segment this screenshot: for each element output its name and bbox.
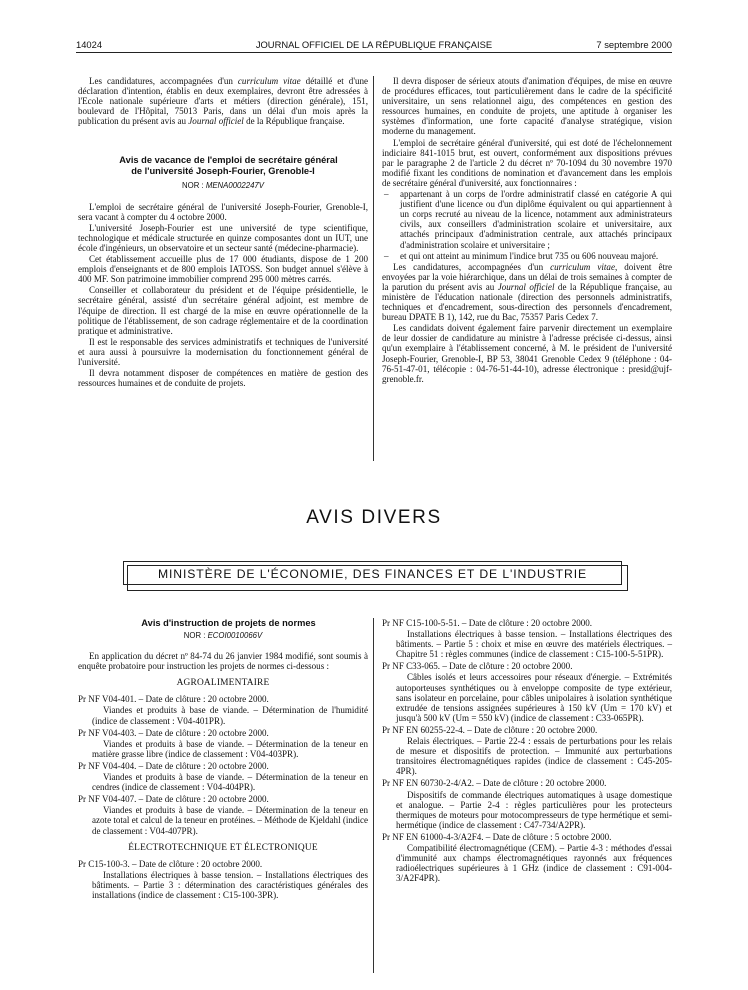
body-paragraph: Cet établissement accueille plus de 17 000 étudiants, dispose de 1 200 emplois d'enseignants et de 800 emplois IATOSS. Son budget annuel s'élève à 400 MF. Son patrimoine immobilier comprend 295 000 mètres carrés. — [78, 254, 368, 285]
nor-reference: NOR : MENA0002247V — [182, 181, 264, 191]
norm-entry: Pr NF C15-100-5-51. – Date de clôture : 20 octobre 2000. Installations électriques à basse tension. – Installations électriques des bâtiments. – Partie 5 : choix et mise en œuvre des matériels électriques. – Chapitre 51 : règles communes (indice de classement : C15-100-5-51PR). — [382, 618, 672, 660]
norm-entry: Pr NF V04-401. – Date de clôture : 20 octobre 2000. Viandes et produits à base de viande. – Détermination de l'humidité (indice de classement : V04-401PR). — [78, 694, 368, 726]
top-left-column — [78, 76, 368, 388]
norm-entry: Pr C15-100-3. – Date de clôture : 20 octobre 2000. Installations électriques à basse tension. – Installations électriques des bâtiments. – Partie 3 : détermination des caractéristiques générales des installations (indice de classement : C15-100-3PR). — [78, 858, 368, 900]
norm-entry: Pr NF V04-407. – Date de clôture : 20 octobre 2000. Viandes et produits à base de viande. – Détermination de la teneur en azote total et calcul de la teneur en protéines. – Méthode de Kjeldahl (indice de classement : V04-407PR). — [78, 794, 368, 836]
section-heading: ÉLECTROTECHNIQUE ET ÉLECTRONIQUE — [128, 842, 318, 853]
bottom-right-column — [382, 618, 672, 885]
body-paragraph: Il devra disposer de sérieux atouts d'animation d'équipes, de mise en œuvre de procédures efficaces, tout particulièrement dans le cadre de la spécificité universitaire, un sens relationnel aigu, des compétences en gestion des ressources humaines, en conduite de projets, une aptitude à organiser les systèmes d'information, une forte capacité d'analyse stratégique, vision moderne du management. — [382, 76, 672, 137]
top-right-column — [382, 76, 672, 384]
column-divider — [373, 76, 374, 461]
body-paragraph: L'emploi de secrétaire général d'université, qui est doté de l'échelonnement indiciaire 841-1015 brut, est ouvert, conformément aux dispositions prévues par le paragraphe 2 de l'article 2 du décret nº 70-1094 du 30 novembre 1970 modifié fixant les conditions de nomination et d'avancement dans les emplois de secrétaire général d'université, aux fonctionnaires : — [382, 137, 672, 188]
norm-entry: Pr NF EN 60730-2-4/A2. – Date de clôture : 20 octobre 2000. Dispositifs de commande électriques automatiques à usage domestique et analogue. – Partie 2-4 : règles particulières pour les protecteurs thermiques de moteurs pour motocompresseurs de type hermétique et semi-hermétique (indice de classement : C47-734/A2PR). — [382, 778, 672, 830]
candidatures-paragraph: Les candidatures, accompagnées d'un curriculum vitae détaillé et d'une déclaration d'intention, établis en deux exemplaires, devront être adressées à l'Ecole nationale supérieure d'arts et métiers (direction générale), 151, boulevard de l'Hôpital, 75013 Paris, dans un délai d'un mois après la publication du présent avis au Journal officiel de la République française. — [78, 76, 369, 127]
norm-entry: Pr NF C33-065. – Date de clôture : 20 octobre 2000. Câbles isolés et leurs accessoires pour réseaux d'énergie. – Extrémités autoporteuses synthétiques ou à enveloppe composite de type extérieur, sans isolateur en porcelaine, pour câbles unipolaires à isolation synthétique extrudée de tensions assignées supérieures à 150 kV (Um = 170 kV) et jusqu'à 500 kV (Um = 550 kV) (indice de classement : C33-065PR). — [382, 661, 672, 723]
bottom-left-column — [78, 618, 368, 902]
journal-title: JOURNAL OFFICIEL DE LA RÉPUBLIQUE FRANÇAISE — [255, 39, 493, 50]
nor-reference: NOR : ECOI0010066V — [183, 631, 263, 640]
norm-entry: Pr NF V04-404. – Date de clôture : 20 octobre 2000. Viandes et produits à base de viande. – Détermination de la teneur en cendres (indice de classement : V04-404PR). — [78, 760, 368, 793]
body-paragraph: L'emploi de secrétaire général de l'université Joseph-Fourier, Grenoble-I, sera vacant à compter du 4 octobre 2000. — [78, 201, 368, 222]
body-paragraph: Conseiller et collaborateur du président et de l'équipe présidentielle, le secrétaire général, assisté d'un secrétaire général adjoint, est membre de l'équipe de direction. Il est chargé de la mise en œuvre opérationnelle de la politique de l'établissement, de son cadrage réglementaire et de la coordination pratique et administrative. — [78, 285, 368, 336]
body-paragraph: Les candidats doivent également faire parvenir directement un exemplaire de leur dossier de candidature au ministre à l'adresse précisée ci-dessus, ainsi qu'un exemplaire à l'établissement concerné, à M. le président de l'université Joseph-Fourier, Grenoble-I, BP 53, 38041 Grenoble Cedex 9 (téléphone : 04-76-51-47-01, télécopie : 04-76-51-44-10), adresse électronique : presid@ujf-grenoble.fr. — [382, 323, 672, 384]
body-paragraph: Il devra notamment disposer de compétences en matière de gestion des ressources humaines et de conduite de projets. — [78, 368, 368, 389]
issue-date: 7 septembre 2000 — [596, 39, 672, 50]
section-title: AVIS DIVERS — [306, 507, 442, 528]
list-item: – et qui ont atteint au minimum l'indice brut 735 ou 606 nouveau majoré. — [384, 250, 659, 261]
ministry-box: MINISTÈRE DE L'ÉCONOMIE, DES FINANCES ET DE L'INDUSTRIE — [123, 561, 622, 585]
norm-entry: Pr NF V04-403. – Date de clôture : 20 octobre 2000. Viandes et produits à base de viande. – Détermination de la teneur en matière grasse libre (indice de classement : V04-403PR). — [78, 727, 368, 759]
body-paragraph: Les candidatures, accompagnées d'un curriculum vitae, doivent être envoyées par la voie hiérarchique, dans un délai de trois semaines à compter de la parution du présent avis au Journal officiel de la République française, au ministère de l'éducation nationale (direction des personnels administratifs, techniques et d'encadrement, sous-direction des personnels d'encadrement, bureau DPATE B 1), 142, rue du Bac, 75357 Paris Cedex 7. — [382, 261, 673, 323]
column-divider — [373, 618, 374, 973]
vacancy-title: Avis de vacance de l'emploi de secrétaire général de l'université Joseph-Fourier, Grenoble-I — [119, 155, 338, 177]
header-rule — [76, 52, 672, 53]
norms-title: Avis d'instruction de projets de normes — [141, 618, 316, 628]
norm-entry: Pr NF EN 61000-4-3/A2F4. – Date de clôture : 5 octobre 2000. Compatibilité électromagnétique (CEM). – Partie 4-3 : méthodes d'essai d'immunité aux champs électromagnétiques rayonnés aux fréquences radioélectriques supérieures à 1 GHz (indice de classement : C91-004-3/A2F4PR). — [382, 831, 672, 884]
body-paragraph: L'université Joseph-Fourier est une université de type scientifique, technologique et médicale structurée en quinze composantes dont un IUT, une école d'ingénieurs, un observatoire et un secteur santé (médecine-pharmacie). — [78, 222, 368, 253]
page-header — [76, 39, 672, 53]
norm-entry: Pr NF EN 60255-22-4. – Date de clôture : 20 octobre 2000. Relais électriques. – Partie 22-4 : essais de perturbations pour les relais de mesure et dispositifs de protection. – Immunité aux perturbations transitoires électromagnétiques rapides (indice de classement : C45-205-4PR). — [382, 724, 672, 777]
section-heading: AGROALIMENTAIRE — [176, 678, 270, 689]
intro-paragraph: En application du décret nº 84-74 du 26 janvier 1984 modifié, sont soumis à enquête probatoire pour instruction les projets de normes ci-dessous : — [78, 651, 368, 672]
list-item: – appartenant à un corps de l'ordre administratif classé en catégorie A qui justifient d'une licence ou d'un diplôme équivalent ou qui appartiennent à un corps recruté au niveau de la licence, notamment aux administrateurs civils, aux conseillers d'administration scolaire et universitaire, aux attachés principaux d'administration centrale, aux attachés principaux d'administration scolaire et universitaire ; — [384, 189, 672, 250]
body-paragraph: Il est le responsable des services administratifs et techniques de l'université et aura aussi à poursuivre la modernisation du fonctionnement général de l'université. — [78, 336, 368, 367]
page-number: 14024 — [76, 39, 103, 50]
